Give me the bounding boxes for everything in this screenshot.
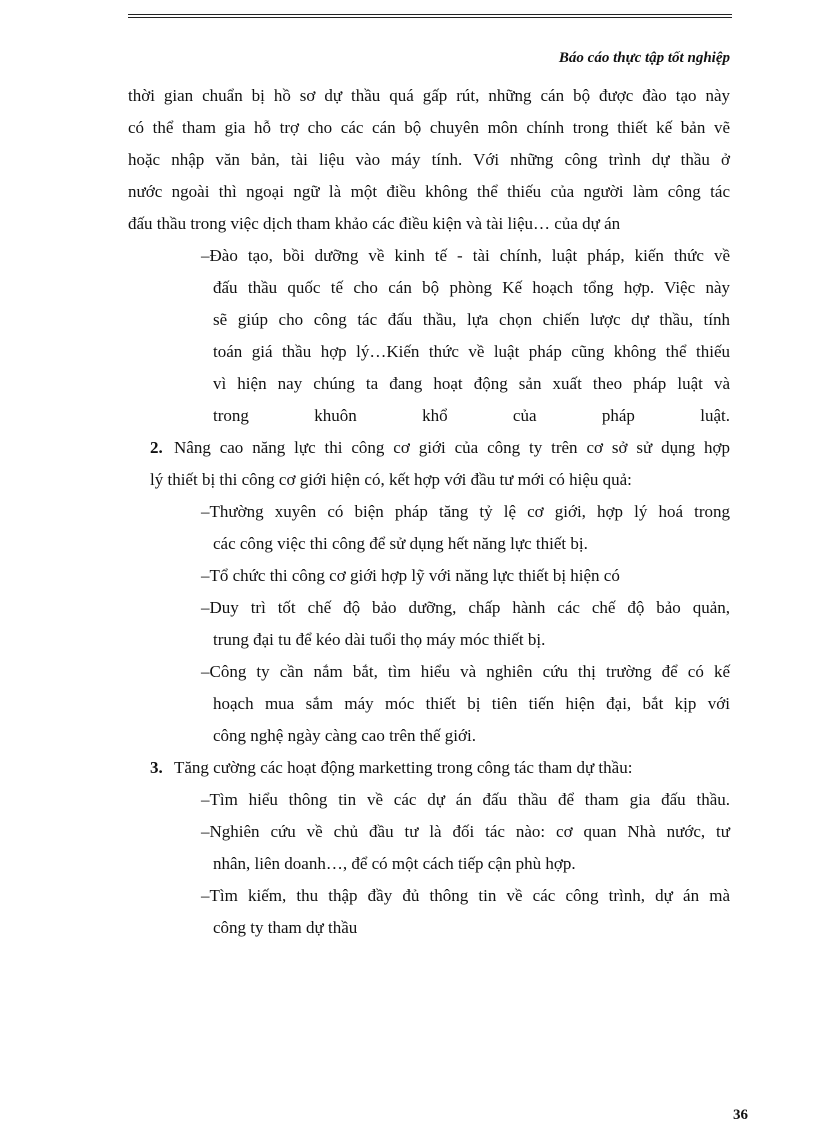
section-number: 2. xyxy=(150,438,163,457)
section-3-item: –Nghiên cứu về chủ đầu tư là đối tác nào: cơ quan Nhà nước, tư xyxy=(201,822,730,841)
section-number: 3. xyxy=(150,758,163,777)
body-text xyxy=(128,86,730,950)
section-2-item: –Tổ chức thi công cơ giới hợp lỹ với năng lực thiết bị hiện có xyxy=(201,566,620,585)
training-bullet-cont: vì hiện nay chúng ta đang hoạt động sản xuất theo pháp luật và xyxy=(213,374,730,393)
section-3-item: –Tìm hiểu thông tin về các dự án đấu thầu để tham gia đấu thầu. xyxy=(201,790,730,809)
intro-line: nước ngoài thì ngoại ngữ là một điều không thể thiếu của người làm công tác xyxy=(128,182,730,201)
section-2-item: –Thường xuyên có biện pháp tăng tỷ lệ cơ giới, hợp lý hoá trong xyxy=(201,502,730,521)
word: của xyxy=(512,406,537,425)
section-2-heading-cont: lý thiết bị thi công cơ giới hiện có, kết hợp với đầu tư mới có hiệu quả: xyxy=(150,470,632,489)
word: khổ xyxy=(422,406,448,425)
section-3-heading xyxy=(128,758,730,790)
section-2-item-cont: trung đại tu để kéo dài tuổi thọ máy móc thiết bị. xyxy=(213,630,546,649)
word: luật. xyxy=(700,406,730,425)
page-number: 36 xyxy=(733,1107,748,1123)
intro-line: đấu thầu trong việc dịch tham khảo các điều kiện và tài liệu… của dự án xyxy=(128,214,621,233)
intro-line: thời gian chuẩn bị hồ sơ dự thầu quá gấp rút, những cán bộ được đào tạo này xyxy=(128,86,730,105)
section-2-item: –Duy trì tốt chế độ bảo dưỡng, chấp hành các chế độ bảo quản, xyxy=(201,598,730,617)
section-heading-text: Tăng cường các hoạt động marketting trong công tác tham dự thầu: xyxy=(174,758,633,777)
word: khuôn xyxy=(314,406,357,425)
training-bullet: –Đào tạo, bồi dưỡng về kinh tế - tài chính, luật pháp, kiến thức về xyxy=(201,246,730,265)
intro-line: có thể tham gia hỗ trợ cho các cán bộ chuyên môn chính trong thiết kế bản vẽ xyxy=(128,118,730,137)
training-bullet-last-line xyxy=(128,406,730,438)
section-2-heading xyxy=(128,438,730,470)
section-heading-text: Nâng cao năng lực thi công cơ giới của công ty trên cơ sở sử dụng hợp xyxy=(174,438,730,457)
training-bullet-cont: đấu thầu quốc tế cho cán bộ phòng Kế hoạch tổng hợp. Việc này xyxy=(213,278,730,297)
word: pháp xyxy=(601,406,635,425)
section-2-item-cont: các công việc thi công để sử dụng hết năng lực thiết bị. xyxy=(213,534,588,553)
intro-line: hoặc nhập văn bản, tài liệu vào máy tính. Với những công trình dự thầu ở xyxy=(128,150,730,169)
header-rule-top xyxy=(128,14,732,15)
header-rule-bottom xyxy=(128,17,732,18)
section-2-item: –Công ty cần nắm bắt, tìm hiểu và nghiên cứu thị trường để có kế xyxy=(201,662,730,681)
training-bullet-cont: sẽ giúp cho công tác đấu thầu, lựa chọn chiến lược dự thầu, tính xyxy=(213,310,730,329)
section-2-item-cont: hoạch mua sắm máy móc thiết bị tiên tiến hiện đại, bắt kịp với xyxy=(213,694,730,713)
section-3-item-cont: nhân, liên doanh…, để có một cách tiếp cận phù hợp. xyxy=(213,854,576,873)
training-bullet-cont: toán giá thầu hợp lý…Kiến thức về luật pháp cũng không thể thiếu xyxy=(213,342,730,361)
section-3-item: –Tìm kiếm, thu thập đầy đủ thông tin về các công trình, dự án mà xyxy=(201,886,730,905)
running-header: Báo cáo thực tập tốt nghiệp xyxy=(558,50,730,66)
section-3-item-cont: công ty tham dự thầu xyxy=(213,918,358,937)
word: trong xyxy=(213,406,249,425)
section-2-item-cont: công nghệ ngày càng cao trên thế giới. xyxy=(213,726,476,745)
